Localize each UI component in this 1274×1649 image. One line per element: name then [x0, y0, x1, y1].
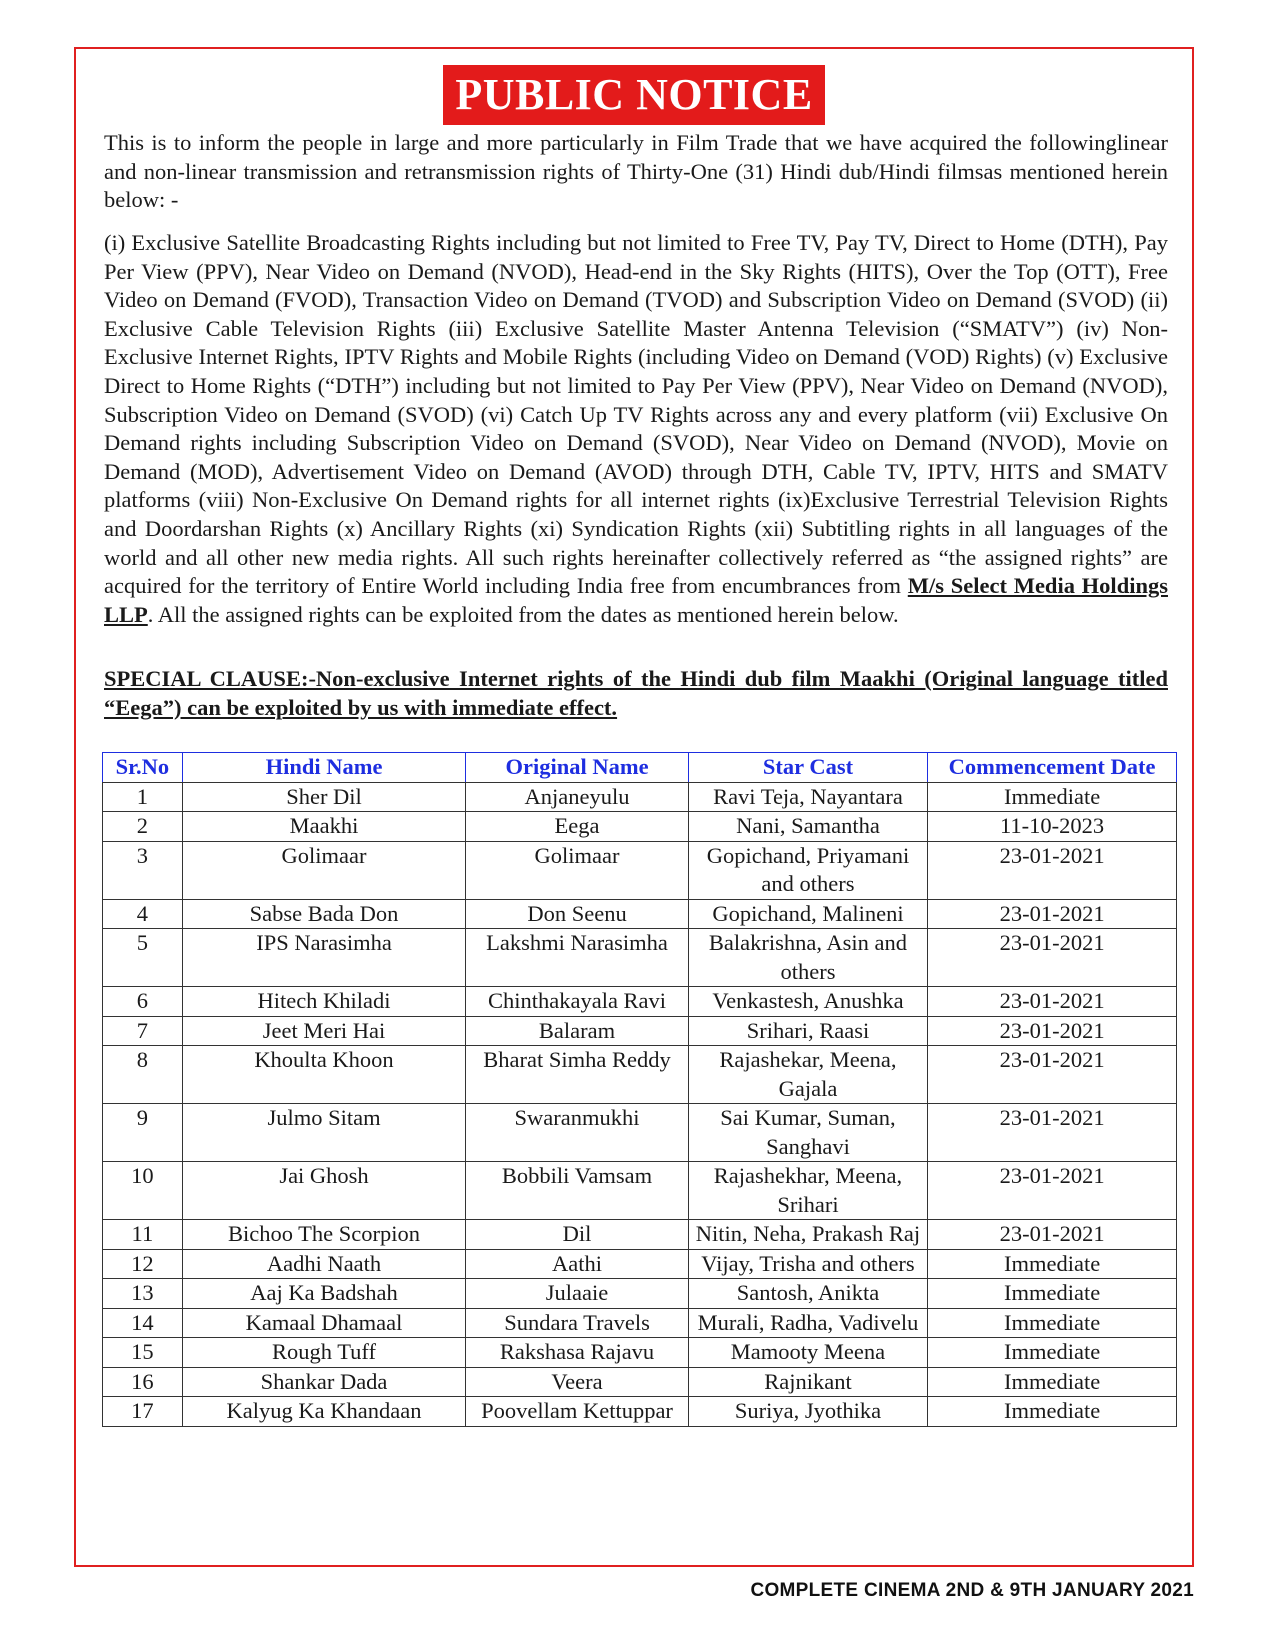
- cell-original-name: Poovellam Kettuppar: [466, 1397, 689, 1427]
- cell-commencement-date: 23-01-2021: [928, 1220, 1177, 1250]
- cell-star-cast: Nani, Samantha: [688, 812, 927, 842]
- cell-hindi-name: Rough Tuff: [182, 1338, 465, 1368]
- cell-srno: 10: [103, 1162, 183, 1220]
- rights-text: (i) Exclusive Satellite Broadcasting Rights including but not limited to Free TV, Pay TV, Direct to Home (DTH), Pay Per View (PPV), Near Video on Demand (NVOD), Head-end in the Sky Rights (HITS), Over the Top (OTT), Free Video on Demand (FVOD), Transaction Video on Demand (TVOD) and Subscription Video on Demand (SVOD) (ii) Exclusive Cable Television Rights (iii) Exclusive Satellite Master Antenna Television (“SMATV”) (iv) Non- Exclusive Internet Rights, IPTV Rights and Mobile Rights (including Video on Demand (VOD) Rights) (v) Exclusive Direct to Home Rights (“DTH”) including but not limited to Pay Per View (PPV), Near Video on Demand (NVOD), Subscription Video on Demand (SVOD) (vi) Catch Up TV Rights across any and every platform (vii) Exclusive On Demand rights including Subscription Video on Demand (SVOD), Near Video on Demand (NVOD), Movie on Demand (MOD), Advertisement Video on Demand (AVOD) through DTH, Cable TV, IPTV, HITS and SMATV platforms (viii) Non-Exclusive On Demand rights for all internet rights (ix)Exclusive Terrestrial Television Rights and Doordarshan Rights (x) Ancillary Rights (xi) Syndication Rights (xii) Subtitling rights in all languages of the world and all other new media rights. All such rights hereinafter collectively referred as “the assigned rights” are acquired for the territory of Entire World including India free from encumbrances from: [104, 230, 1168, 599]
- cell-commencement-date: 23-01-2021: [928, 1162, 1177, 1220]
- cell-commencement-date: Immediate: [928, 1279, 1177, 1309]
- films-table-body: [103, 782, 1177, 1426]
- cell-srno: 12: [103, 1249, 183, 1279]
- publication-footer: COMPLETE CINEMA 2ND & 9TH JANUARY 2021: [750, 1580, 1194, 1601]
- table-row: [103, 812, 1177, 842]
- cell-original-name: Don Seenu: [466, 899, 689, 929]
- column-header-star-cast: Star Cast: [688, 753, 927, 783]
- cell-commencement-date: Immediate: [928, 1308, 1177, 1338]
- cell-original-name: Bharat Simha Reddy: [466, 1046, 689, 1104]
- cell-srno: 17: [103, 1397, 183, 1427]
- cell-star-cast: Vijay, Trisha and others: [688, 1249, 927, 1279]
- cell-original-name: Bobbili Vamsam: [466, 1162, 689, 1220]
- column-header-hindi-name: Hindi Name: [182, 753, 465, 783]
- cell-srno: 3: [103, 841, 183, 899]
- table-row: [103, 1104, 1177, 1162]
- cell-original-name: Lakshmi Narasimha: [466, 929, 689, 987]
- cell-star-cast: Santosh, Anikta: [688, 1279, 927, 1309]
- cell-srno: 13: [103, 1279, 183, 1309]
- cell-commencement-date: 23-01-2021: [928, 929, 1177, 987]
- column-header-original-name: Original Name: [466, 753, 689, 783]
- cell-star-cast: Balakrishna, Asin and others: [688, 929, 927, 987]
- cell-star-cast: Gopichand, Priyamani and others: [688, 841, 927, 899]
- rights-text-end: . All the assigned rights can be exploited from the dates as mentioned herein below.: [147, 601, 899, 627]
- table-row: [103, 841, 1177, 899]
- cell-star-cast: Venkastesh, Anushka: [688, 987, 927, 1017]
- table-row: [103, 1046, 1177, 1104]
- cell-star-cast: Rajashekhar, Meena, Srihari: [688, 1162, 927, 1220]
- cell-original-name: Dil: [466, 1220, 689, 1250]
- cell-commencement-date: 23-01-2021: [928, 987, 1177, 1017]
- cell-hindi-name: Bichoo The Scorpion: [182, 1220, 465, 1250]
- cell-srno: 9: [103, 1104, 183, 1162]
- cell-star-cast: Gopichand, Malineni: [688, 899, 927, 929]
- cell-original-name: Veera: [466, 1367, 689, 1397]
- cell-original-name: Sundara Travels: [466, 1308, 689, 1338]
- cell-hindi-name: Hitech Khiladi: [182, 987, 465, 1017]
- cell-commencement-date: 23-01-2021: [928, 1016, 1177, 1046]
- rights-holder: M/s Select Media Holdings LLP: [104, 573, 1168, 627]
- cell-srno: 6: [103, 987, 183, 1017]
- table-row: [103, 987, 1177, 1017]
- cell-srno: 4: [103, 899, 183, 929]
- cell-srno: 14: [103, 1308, 183, 1338]
- cell-commencement-date: 23-01-2021: [928, 899, 1177, 929]
- cell-commencement-date: 11-10-2023: [928, 812, 1177, 842]
- cell-commencement-date: Immediate: [928, 1367, 1177, 1397]
- table-row: [103, 1308, 1177, 1338]
- special-clause: SPECIAL CLAUSE:-Non-exclusive Internet rights of the Hindi dub film Maakhi (Original language titled “Eega”) can be exploited by us with immediate effect.: [104, 666, 1168, 720]
- cell-srno: 1: [103, 782, 183, 812]
- table-row: [103, 1338, 1177, 1368]
- cell-hindi-name: IPS Narasimha: [182, 929, 465, 987]
- cell-original-name: Anjaneyulu: [466, 782, 689, 812]
- cell-commencement-date: Immediate: [928, 1338, 1177, 1368]
- cell-srno: 5: [103, 929, 183, 987]
- column-header-commencement-date: Commencement Date: [928, 753, 1177, 783]
- cell-commencement-date: Immediate: [928, 1249, 1177, 1279]
- cell-hindi-name: Kamaal Dhamaal: [182, 1308, 465, 1338]
- cell-star-cast: Srihari, Raasi: [688, 1016, 927, 1046]
- table-row: [103, 1367, 1177, 1397]
- cell-commencement-date: Immediate: [928, 1397, 1177, 1427]
- title-wrap: [76, 65, 1192, 125]
- cell-original-name: Chinthakayala Ravi: [466, 987, 689, 1017]
- cell-srno: 2: [103, 812, 183, 842]
- rights-paragraph: [104, 229, 1168, 629]
- cell-hindi-name: Sher Dil: [182, 782, 465, 812]
- cell-star-cast: Rajashekar, Meena, Gajala: [688, 1046, 927, 1104]
- cell-commencement-date: 23-01-2021: [928, 841, 1177, 899]
- table-row: [103, 899, 1177, 929]
- cell-original-name: Julaaie: [466, 1279, 689, 1309]
- cell-hindi-name: Kalyug Ka Khandaan: [182, 1397, 465, 1427]
- cell-star-cast: Suriya, Jyothika: [688, 1397, 927, 1427]
- table-row: [103, 782, 1177, 812]
- cell-srno: 15: [103, 1338, 183, 1368]
- cell-hindi-name: Aaj Ka Badshah: [182, 1279, 465, 1309]
- cell-srno: 8: [103, 1046, 183, 1104]
- table-row: [103, 1016, 1177, 1046]
- table-row: [103, 1279, 1177, 1309]
- table-row: [103, 1162, 1177, 1220]
- cell-hindi-name: Maakhi: [182, 812, 465, 842]
- table-row: [103, 1397, 1177, 1427]
- cell-star-cast: Rajnikant: [688, 1367, 927, 1397]
- cell-original-name: Aathi: [466, 1249, 689, 1279]
- cell-star-cast: Sai Kumar, Suman, Sanghavi: [688, 1104, 927, 1162]
- cell-hindi-name: Jeet Meri Hai: [182, 1016, 465, 1046]
- cell-hindi-name: Aadhi Naath: [182, 1249, 465, 1279]
- cell-commencement-date: 23-01-2021: [928, 1104, 1177, 1162]
- cell-commencement-date: Immediate: [928, 782, 1177, 812]
- cell-srno: 7: [103, 1016, 183, 1046]
- notice-frame: [74, 47, 1194, 1567]
- cell-original-name: Swaranmukhi: [466, 1104, 689, 1162]
- cell-star-cast: Ravi Teja, Nayantara: [688, 782, 927, 812]
- cell-hindi-name: Jai Ghosh: [182, 1162, 465, 1220]
- cell-original-name: Rakshasa Rajavu: [466, 1338, 689, 1368]
- cell-star-cast: Mamooty Meena: [688, 1338, 927, 1368]
- table-row: [103, 929, 1177, 987]
- cell-original-name: Eega: [466, 812, 689, 842]
- page-title: PUBLIC NOTICE: [443, 65, 824, 125]
- table-row: [103, 1249, 1177, 1279]
- table-header-row: [103, 753, 1177, 783]
- cell-hindi-name: Khoulta Khoon: [182, 1046, 465, 1104]
- cell-srno: 11: [103, 1220, 183, 1250]
- cell-hindi-name: Golimaar: [182, 841, 465, 899]
- cell-srno: 16: [103, 1367, 183, 1397]
- cell-hindi-name: Shankar Dada: [182, 1367, 465, 1397]
- cell-commencement-date: 23-01-2021: [928, 1046, 1177, 1104]
- intro-paragraph: This is to inform the people in large and more particularly in Film Trade that we have acquired the followinglinear and non-linear transmission and retransmission rights of Thirty-One (31) Hindi dub/Hindi filmsas mentioned herein below: -: [104, 130, 1168, 212]
- column-header-srno: Sr.No: [103, 753, 183, 783]
- cell-original-name: Golimaar: [466, 841, 689, 899]
- cell-hindi-name: Julmo Sitam: [182, 1104, 465, 1162]
- cell-original-name: Balaram: [466, 1016, 689, 1046]
- cell-hindi-name: Sabse Bada Don: [182, 899, 465, 929]
- cell-star-cast: Nitin, Neha, Prakash Raj: [688, 1220, 927, 1250]
- table-row: [103, 1220, 1177, 1250]
- films-table: [102, 752, 1177, 1427]
- cell-star-cast: Murali, Radha, Vadivelu: [688, 1308, 927, 1338]
